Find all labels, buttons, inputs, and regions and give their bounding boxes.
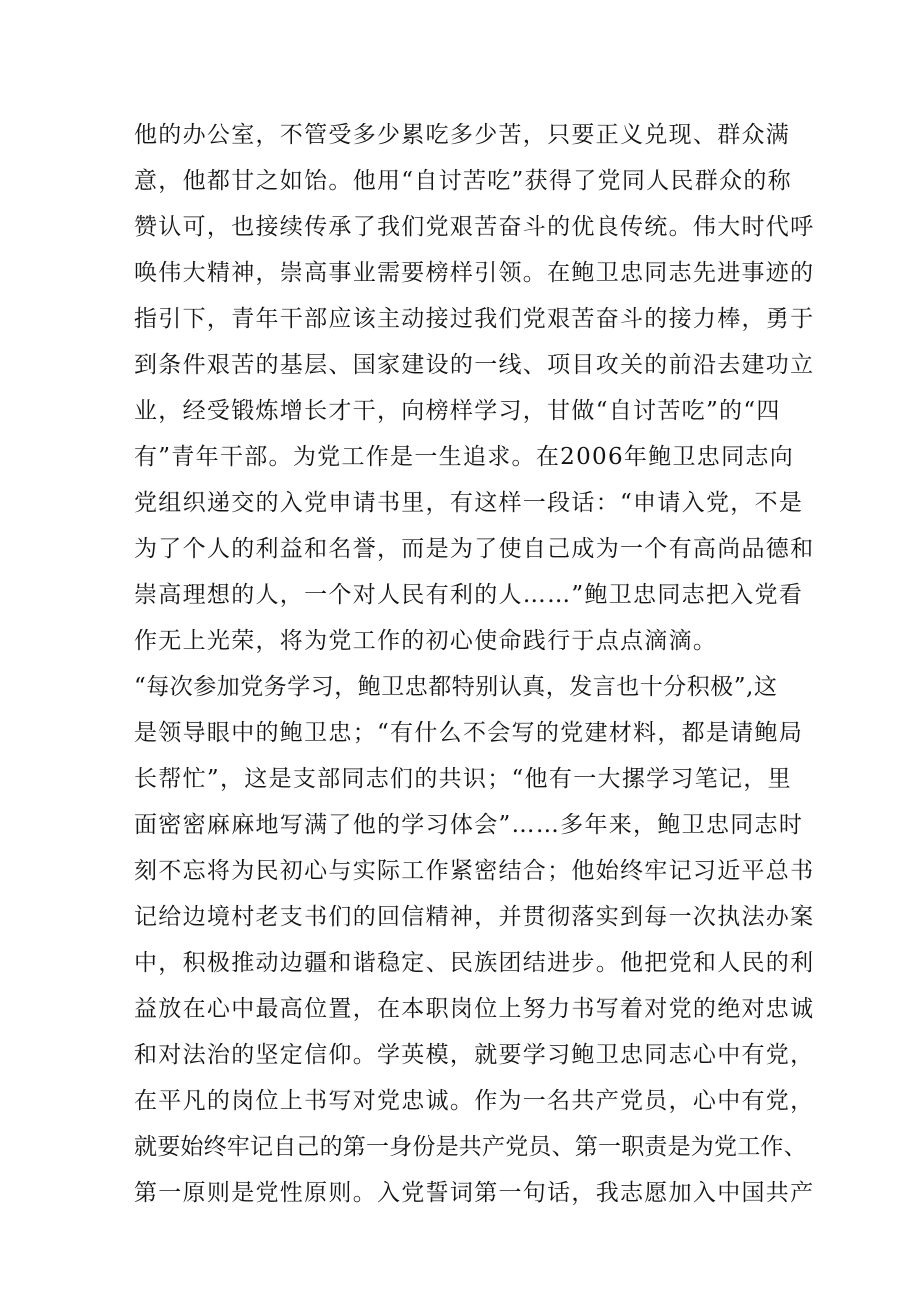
text-line: 刻不忘将为民初心与实际工作紧密结合；他始终牢记习近平总书: [134, 858, 815, 884]
text-line: 赞认可，也接续传承了我们党艰苦奋斗的优良传统。伟大时代呼: [134, 214, 815, 240]
body-text: [134, 112, 834, 1216]
text-line: 长帮忙”，这是支部同志们的共识；“他有一大摞学习笔记，里: [134, 766, 792, 792]
text-line: 党组织递交的入党申请书里，有这样一段话：“申请入党，不是: [134, 490, 804, 516]
text-line: 崇高理想的人，一个对人民有利的人……”鲍卫忠同志把入党看: [134, 582, 804, 608]
text-line: 他的办公室，不管受多少累吃多少苦，只要正义兑现、群众满: [134, 122, 791, 148]
text-line: 益放在心中最高位置，在本职岗位上努力书写着对党的绝对忠诚: [134, 996, 815, 1022]
text-line: “每次参加党务学习，鲍卫忠都特别认真，发言也十分积极”,这: [134, 674, 778, 700]
text-line: 和对法治的坚定信仰。学英模，就要学习鲍卫忠同志心中有党，: [134, 1042, 815, 1068]
text-line: 就要始终牢记自己的第一身份是共产党员、第一职责是为党工作、: [134, 1134, 807, 1160]
text-line: 意，他都甘之如饴。他用“自讨苦吃”获得了党同人民群众的称: [134, 168, 792, 194]
text-line: 有”青年干部。为党工作是一生追求。在2006年鲍卫忠同志向: [134, 444, 794, 470]
text-line: 业，经受锻炼增长才干，向榜样学习，甘做“自讨苦吃”的“四: [134, 398, 781, 424]
text-line: 到条件艰苦的基层、国家建设的一线、项目攻关的前沿去建功立: [134, 352, 815, 378]
text-line: 面密密麻麻地写满了他的学习体会”……多年来，鲍卫忠同志时: [134, 812, 804, 838]
text-line: 作无上光荣，将为党工作的初心使命践行于点点滴滴。: [134, 628, 718, 654]
text-line: 指引下，青年干部应该主动接过我们党艰苦奋斗的接力棒，勇于: [134, 306, 815, 332]
text-line: 记给边境村老支书们的回信精神，并贯彻落实到每一次执法办案: [134, 904, 815, 930]
text-line: 为了个人的利益和名誉，而是为了使自己成为一个有高尚品德和: [134, 536, 815, 562]
text-line: 中，积极推动边疆和谐稳定、民族团结进步。他把党和人民的利: [134, 950, 815, 976]
text-line: 唤伟大精神，崇高事业需要榜样引领。在鲍卫忠同志先进事迹的: [134, 260, 815, 286]
text-line: 第一原则是党性原则。入党誓词第一句话，我志愿加入中国共产: [134, 1180, 815, 1206]
text-line: 在平凡的岗位上书写对党忠诚。作为一名共产党员，心中有党，: [134, 1088, 815, 1114]
text-line: 是领导眼中的鲍卫忠；“有什么不会写的党建材料，都是请鲍局: [134, 720, 804, 746]
